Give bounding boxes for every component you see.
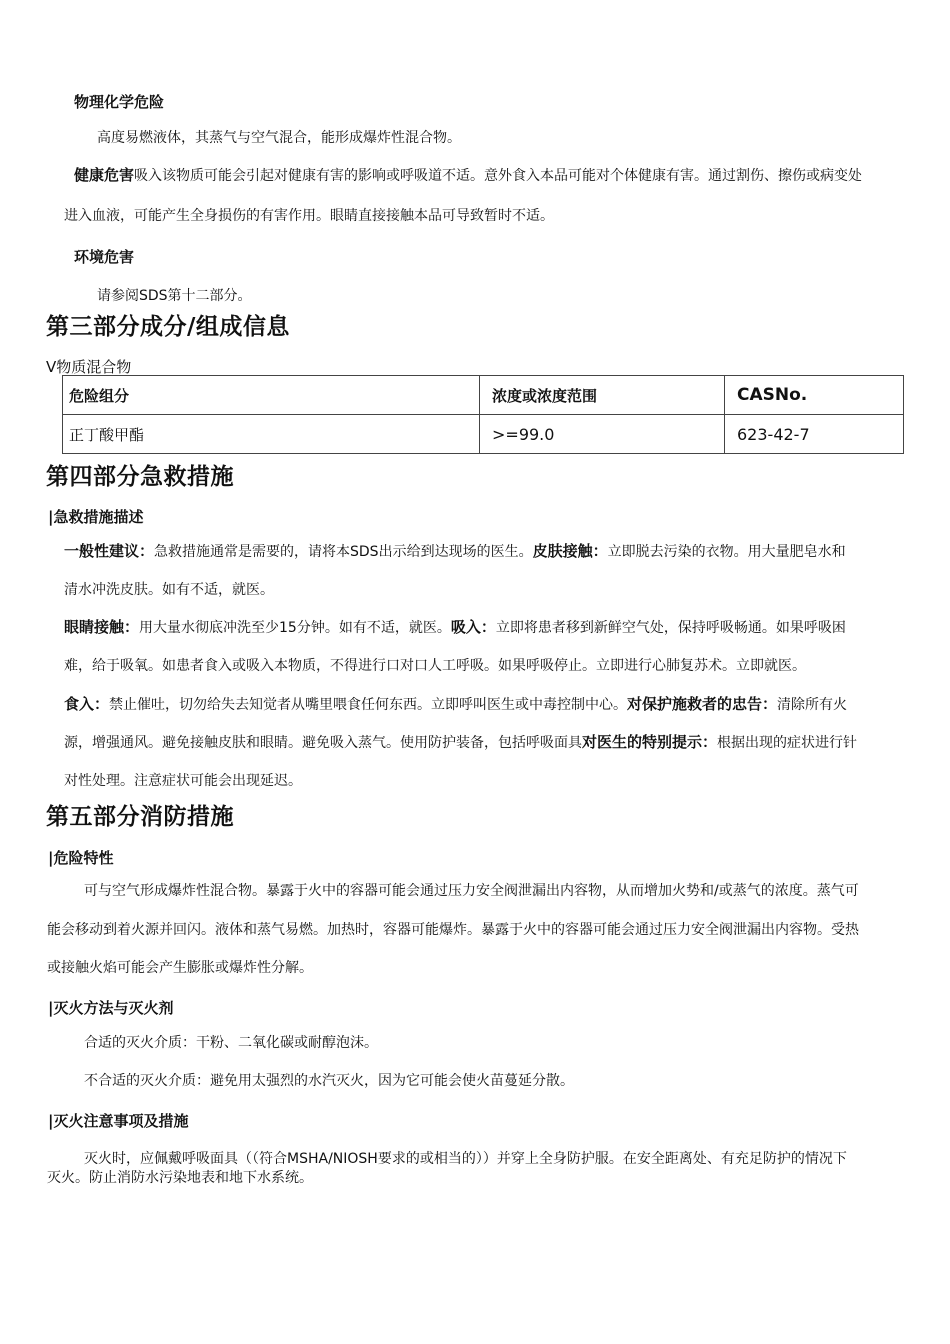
skin-contact-text-2: 清水冲洗皮肤。如有不适，就医。 bbox=[64, 582, 274, 598]
substance-type: V物质混合物 bbox=[46, 358, 132, 376]
inhalation-label: 吸入： bbox=[450, 618, 496, 636]
fire-hazard-text-1: 可与空气形成爆炸性混合物。暴露于火中的容器可能会通过压力安全阀泄漏出内容物，从而增加火势和/或蒸气的浓度。蒸气可 bbox=[84, 883, 859, 899]
rescuer-advice-text-2: 源，增强通风。避免接触皮肤和眼睛。避免吸入蒸气。使用防护装备，包括呼吸面具 bbox=[64, 735, 582, 751]
first-aid-line-5 bbox=[64, 693, 847, 714]
ingestion-label: 食入： bbox=[64, 695, 110, 713]
fire-hazard-subheading: |危险特性 bbox=[48, 849, 114, 867]
health-hazard-line-1 bbox=[74, 164, 862, 185]
composition-table bbox=[62, 375, 904, 454]
cell-concentration: >=99.0 bbox=[480, 415, 725, 454]
env-hazard-heading: 环境危害 bbox=[74, 248, 135, 266]
cell-cas: 623-42-7 bbox=[725, 415, 904, 454]
firefighting-notes-text-1: 灭火时，应佩戴呼吸面具（（符合MSHA/NIOSH要求的或相当的））并穿上全身防护服。在安全距离处、有充足防护的情况下 bbox=[84, 1151, 847, 1167]
first-aid-line-1 bbox=[64, 540, 846, 561]
fire-hazard-text-2: 能会移动到着火源并回闪。液体和蒸气易燃。加热时，容器可能爆炸。暴露于火中的容器可能会通过压力安全阀泄漏出内容物。受热 bbox=[47, 922, 859, 938]
inhalation-text-2: 难，给于吸氧。如患者食入或吸入本物质，不得进行口对口人工呼吸。如果呼吸停止。立即进行心肺复苏术。立即就医。 bbox=[64, 658, 806, 674]
col-header-concentration: 浓度或浓度范围 bbox=[480, 376, 725, 415]
section-5-title: 第五部分消防措施 bbox=[46, 804, 234, 830]
rescuer-advice-label: 对保护施救者的忠告： bbox=[627, 695, 778, 713]
eye-contact-label: 眼睛接触： bbox=[64, 618, 140, 636]
general-advice-label: 一般性建议： bbox=[64, 542, 155, 560]
health-hazard-text-2: 进入血液，可能产生全身损伤的有害作用。眼睛直接接触本品可导致暂时不适。 bbox=[64, 208, 554, 224]
extinguishing-subheading: |灭火方法与灭火剂 bbox=[48, 999, 174, 1017]
first-aid-subheading: |急救措施描述 bbox=[48, 508, 144, 526]
first-aid-line-6 bbox=[64, 731, 857, 752]
env-hazard-text: 请参阅SDS第十二部分。 bbox=[97, 288, 252, 304]
firefighting-notes-text-2: 灭火。防止消防水污染地表和地下水系统。 bbox=[47, 1170, 313, 1186]
first-aid-line-3 bbox=[64, 616, 846, 637]
firefighting-notes-subheading: |灭火注意事项及措施 bbox=[48, 1112, 189, 1130]
table-header-row bbox=[63, 376, 904, 415]
doctor-note-text-1: 根据出现的症状进行针 bbox=[717, 735, 858, 751]
skin-contact-text-1: 立即脱去污染的衣物。用大量肥皂水和 bbox=[607, 544, 846, 560]
general-advice-text: 急救措施通常是需要的，请将本SDS出示给到达现场的医生。 bbox=[154, 544, 533, 560]
rescuer-advice-text-1: 清除所有火 bbox=[777, 697, 848, 713]
ingestion-text: 禁止催吐，切勿给失去知觉者从嘴里喂食任何东西。立即呼叫医生或中毒控制中心。 bbox=[109, 697, 628, 713]
unsuitable-media-text: 不合适的灭火介质：避免用太强烈的水汽灭火，因为它可能会使火苗蔓延分散。 bbox=[84, 1073, 574, 1089]
section-4-title: 第四部分急救措施 bbox=[46, 464, 234, 490]
phys-hazard-text: 高度易燃液体，其蒸气与空气混合，能形成爆炸性混合物。 bbox=[97, 130, 461, 146]
col-header-component: 危险组分 bbox=[63, 376, 480, 415]
phys-hazard-heading: 物理化学危险 bbox=[74, 93, 165, 111]
suitable-media-text: 合适的灭火介质：干粉、二氧化碳或耐醇泡沫。 bbox=[84, 1035, 378, 1051]
health-hazard-text-1: 吸入该物质可能会引起对健康有害的影响或呼吸道不适。意外食入本品可能对个体健康有害。通过割伤、擦伤或病变处 bbox=[134, 168, 863, 184]
health-hazard-heading: 健康危害 bbox=[74, 166, 135, 184]
table-row bbox=[63, 415, 904, 454]
doctor-note-label: 对医生的特别提示： bbox=[582, 733, 718, 751]
col-header-cas: CASNo. bbox=[725, 376, 904, 415]
skin-contact-label: 皮肤接触： bbox=[532, 542, 608, 560]
section-3-title: 第三部分成分/组成信息 bbox=[46, 314, 290, 340]
doctor-note-text-2: 对性处理。注意症状可能会出现延迟。 bbox=[64, 773, 302, 789]
cell-component: 正丁酸甲酯 bbox=[63, 415, 480, 454]
fire-hazard-text-3: 或接触火焰可能会产生膨胀或爆炸性分解。 bbox=[47, 960, 313, 976]
inhalation-text-1: 立即将患者移到新鲜空气处，保持呼吸畅通。如果呼吸困 bbox=[495, 620, 846, 636]
eye-contact-text: 用大量水彻底冲洗至少15分钟。如有不适，就医。 bbox=[139, 620, 451, 636]
